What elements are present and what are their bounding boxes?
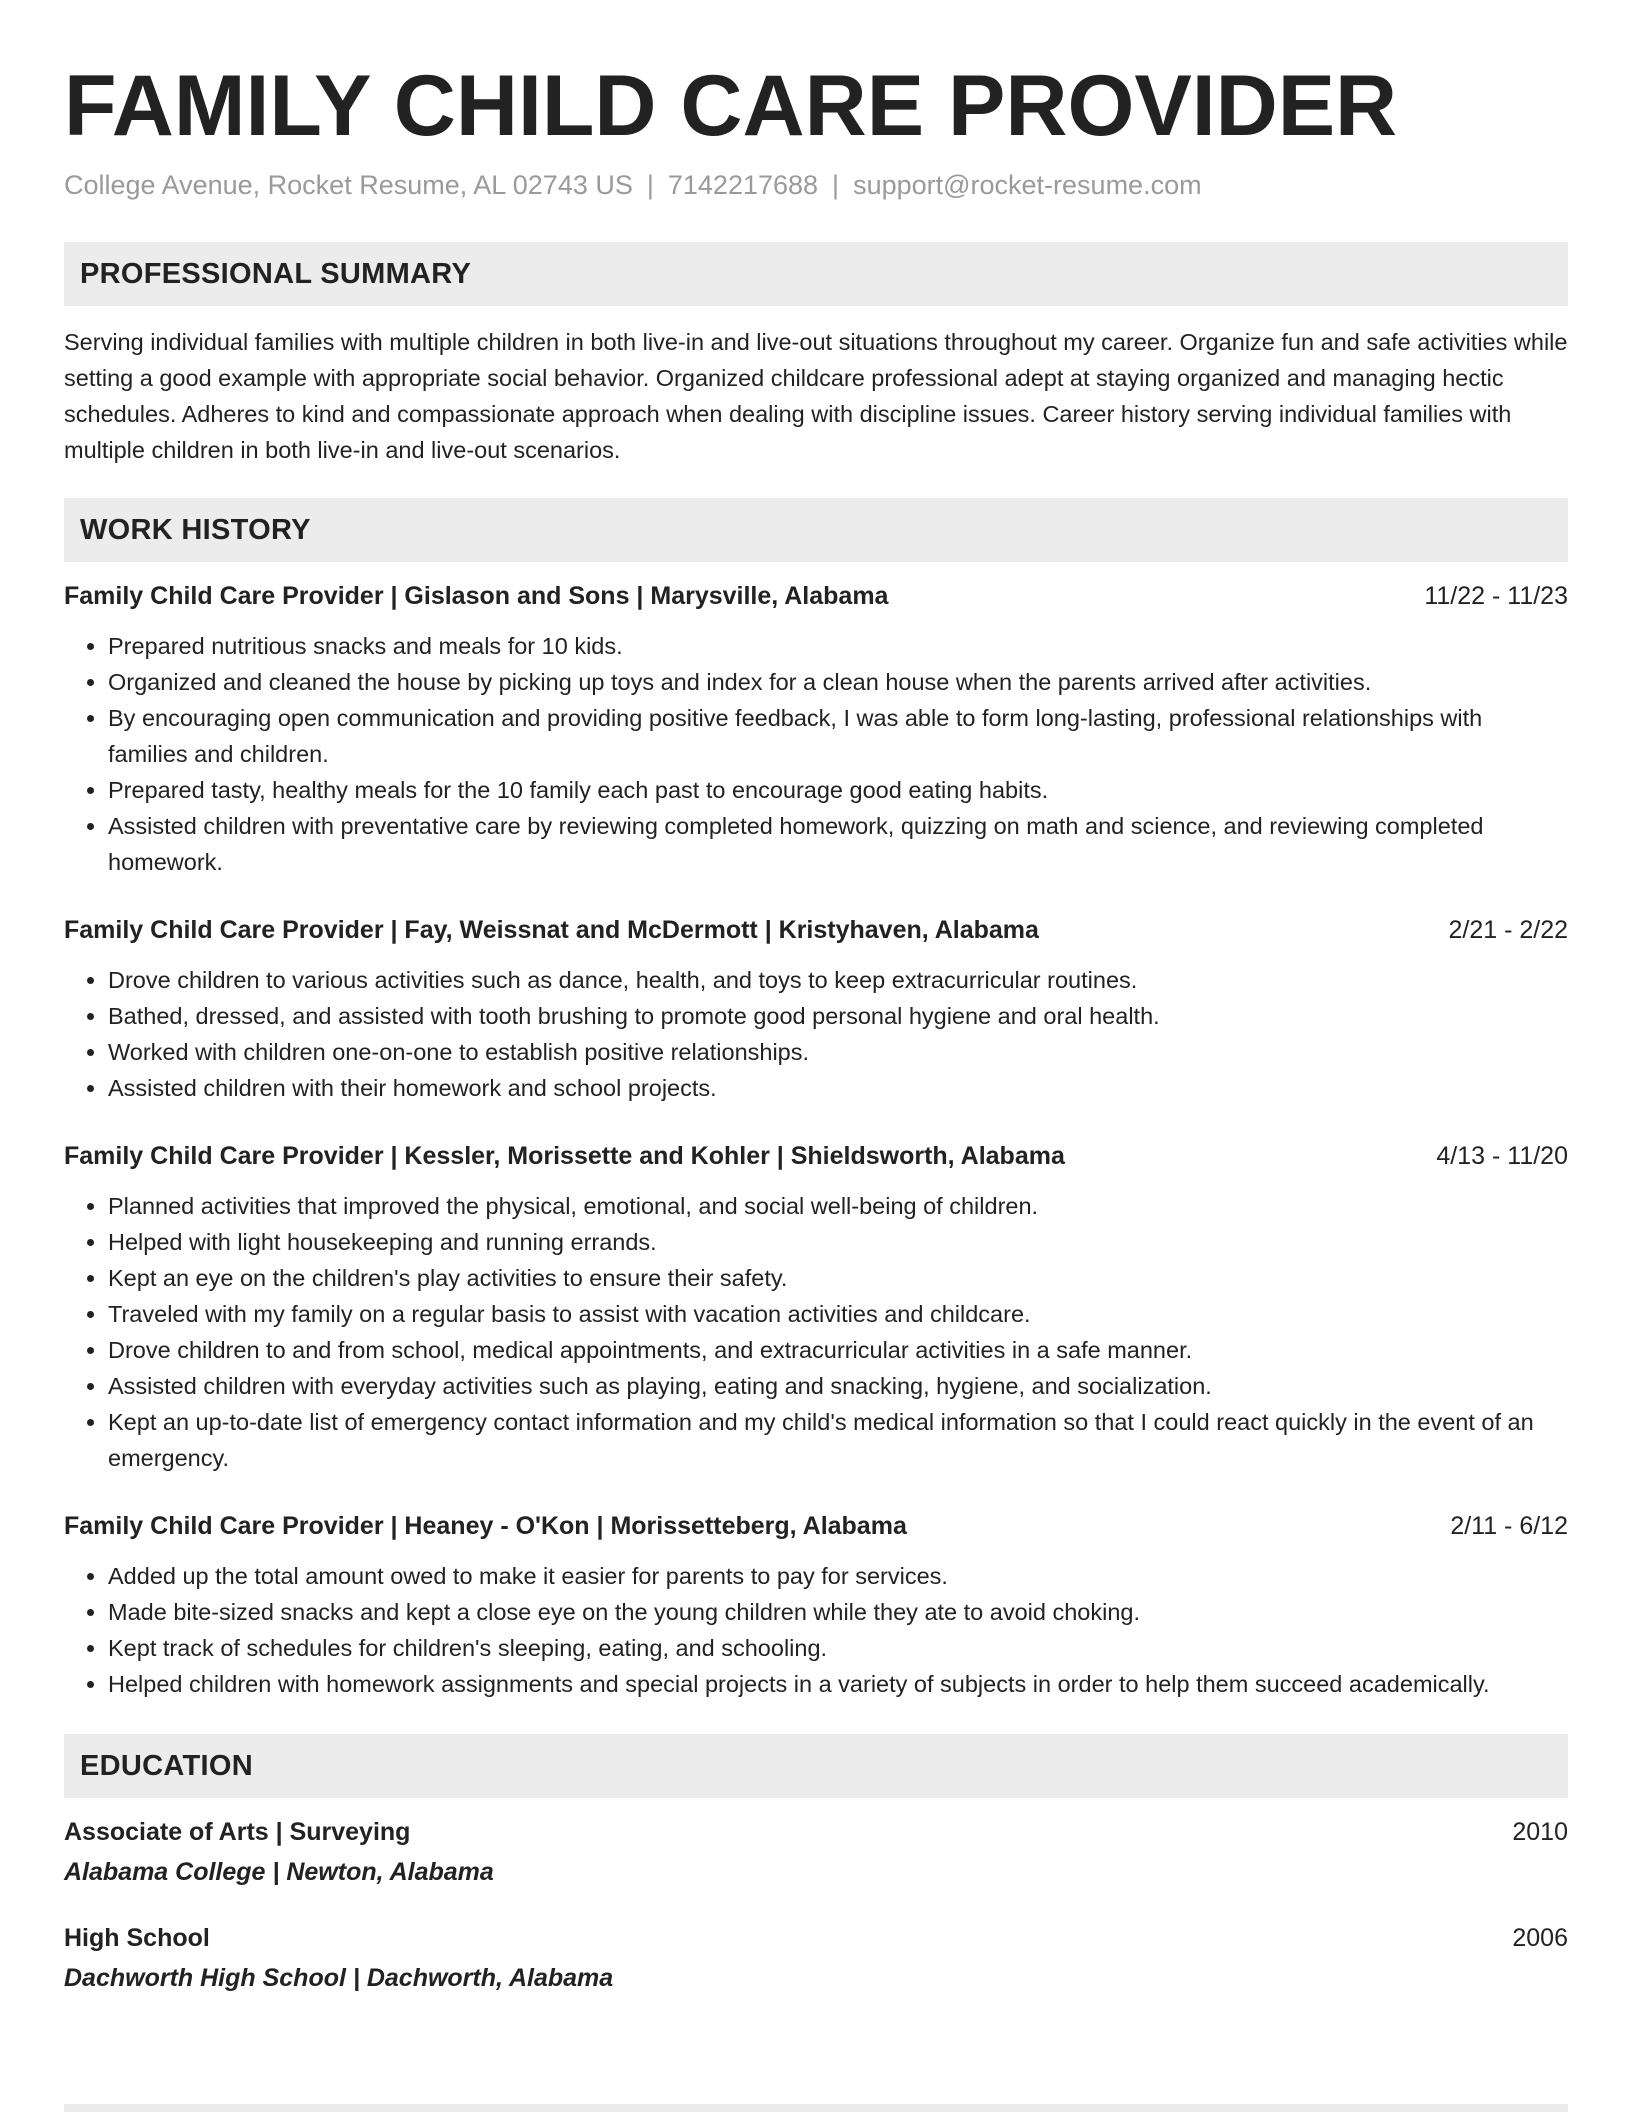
job-dates: 11/22 - 11/23 xyxy=(1424,582,1568,610)
candidate-name: FAMILY CHILD CARE PROVIDER xyxy=(64,58,1398,154)
job-bullet: • By encouraging open communication and providing positive feedback, I was able to form long-lasting, professional relationships with families and children. xyxy=(108,700,1568,772)
contact-phone: 7142217688 xyxy=(667,170,819,200)
job-bullets xyxy=(64,1558,1568,1702)
work-history-heading: WORK HISTORY xyxy=(80,513,311,546)
contact-address: College Avenue, Rocket Resume, AL 02743 US xyxy=(64,170,633,200)
education-school: Alabama College | Newton, Alabama xyxy=(64,1858,494,1886)
job-bullet: • Drove children to various activities such as dance, health, and toys to keep extracurricular routines. xyxy=(108,962,1568,998)
job-header xyxy=(64,912,1568,948)
job-bullet: • Prepared nutritious snacks and meals for 10 kids. xyxy=(108,628,1568,664)
job-bullet: • Added up the total amount owed to make it easier for parents to pay for services. xyxy=(108,1558,1568,1594)
education-entry xyxy=(64,1920,1568,1996)
summary-text: Serving individual families with multiple children in both live-in and live-out situations throughout my career. Organize fun and safe activities while setting a good example with appropriate social behavior. Organized childcare professional adept at staying organized and managing hectic schedules. Adheres to kind and compassionate approach when dealing with discipline issues. Career history serving individual families with multiple children in both live-in and live-out scenarios. xyxy=(64,329,1568,463)
job-entry xyxy=(64,578,1568,880)
job-title: Family Child Care Provider | Heaney - O'Kon | Morissetteberg, Alabama xyxy=(64,1512,907,1540)
job-dates: 4/13 - 11/20 xyxy=(1436,1142,1568,1170)
contact-line xyxy=(64,168,1568,202)
next-section-bar xyxy=(64,2104,1568,2112)
job-bullet: • Assisted children with their homework and school projects. xyxy=(108,1070,1568,1106)
contact-separator: | xyxy=(832,170,840,200)
summary-heading: PROFESSIONAL SUMMARY xyxy=(80,257,472,290)
contact-separator: | xyxy=(646,170,654,200)
job-title: Family Child Care Provider | Gislason and Sons | Marysville, Alabama xyxy=(64,582,889,610)
education-year: 2006 xyxy=(1512,1924,1568,1952)
job-bullet: • Prepared tasty, healthy meals for the 10 family each past to encourage good eating habits. xyxy=(108,772,1568,808)
job-dates: 2/21 - 2/22 xyxy=(1448,916,1568,944)
job-entry xyxy=(64,912,1568,1106)
job-bullet: • Drove children to and from school, medical appointments, and extracurricular activities in a safe manner. xyxy=(108,1332,1568,1368)
job-bullet: • Assisted children with preventative care by reviewing completed homework, quizzing on math and science, and reviewing completed homework. xyxy=(108,808,1568,880)
education-section-header xyxy=(64,1734,1568,1798)
job-header xyxy=(64,1138,1568,1174)
education-header xyxy=(64,1814,1568,1850)
job-bullet: • Kept track of schedules for children's sleeping, eating, and schooling. xyxy=(108,1630,1568,1666)
job-bullets xyxy=(64,1188,1568,1476)
job-entry xyxy=(64,1508,1568,1702)
education-year: 2010 xyxy=(1512,1818,1568,1846)
education-degree: Associate of Arts | Surveying xyxy=(64,1818,411,1846)
job-bullet: • Made bite-sized snacks and kept a close eye on the young children while they ate to avoid choking. xyxy=(108,1594,1568,1630)
education-school: Dachworth High School | Dachworth, Alabama xyxy=(64,1964,614,1992)
job-bullet: • Bathed, dressed, and assisted with tooth brushing to promote good personal hygiene and oral health. xyxy=(108,998,1568,1034)
job-header xyxy=(64,1508,1568,1544)
job-header xyxy=(64,578,1568,614)
resume-page xyxy=(64,0,1568,1996)
education-entry xyxy=(64,1814,1568,1890)
job-bullet: • Traveled with my family on a regular basis to assist with vacation activities and childcare. xyxy=(108,1296,1568,1332)
job-bullet: • Kept an up-to-date list of emergency contact information and my child's medical information so that I could react quickly in the event of an emergency. xyxy=(108,1404,1568,1476)
education-heading: EDUCATION xyxy=(80,1749,253,1782)
education-degree: High School xyxy=(64,1924,210,1952)
work-history-section-header xyxy=(64,498,1568,562)
job-bullets xyxy=(64,628,1568,880)
job-bullet: • Planned activities that improved the physical, emotional, and social well-being of children. xyxy=(108,1188,1568,1224)
contact-email: support@rocket-resume.com xyxy=(853,170,1202,200)
job-title: Family Child Care Provider | Fay, Weissnat and McDermott | Kristyhaven, Alabama xyxy=(64,916,1039,944)
job-dates: 2/11 - 6/12 xyxy=(1450,1512,1568,1540)
summary-section-header xyxy=(64,242,1568,306)
job-bullet: • Organized and cleaned the house by picking up toys and index for a clean house when the parents arrived after activities. xyxy=(108,664,1568,700)
job-bullet: • Worked with children one-on-one to establish positive relationships. xyxy=(108,1034,1568,1070)
education-header xyxy=(64,1920,1568,1956)
job-bullets xyxy=(64,962,1568,1106)
job-title: Family Child Care Provider | Kessler, Morissette and Kohler | Shieldsworth, Alabama xyxy=(64,1142,1065,1170)
job-bullet: • Kept an eye on the children's play activities to ensure their safety. xyxy=(108,1260,1568,1296)
job-bullet: • Helped with light housekeeping and running errands. xyxy=(108,1224,1568,1260)
job-bullet: • Helped children with homework assignments and special projects in a variety of subjects in order to help them succeed academically. xyxy=(108,1666,1568,1702)
job-bullet: • Assisted children with everyday activities such as playing, eating and snacking, hygiene, and socialization. xyxy=(108,1368,1568,1404)
job-entry xyxy=(64,1138,1568,1476)
